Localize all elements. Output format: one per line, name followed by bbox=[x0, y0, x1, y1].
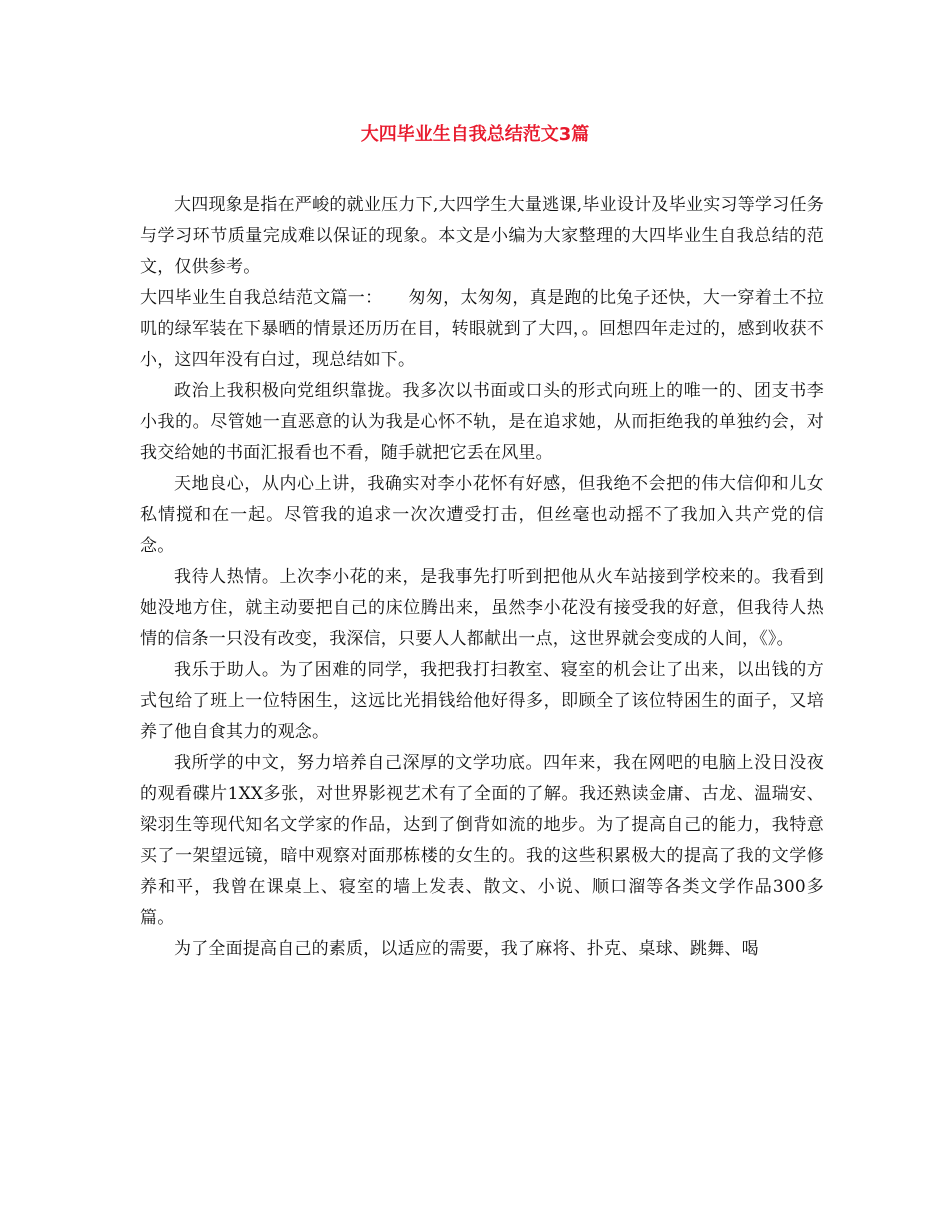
document-body bbox=[140, 190, 824, 965]
paragraph-warmth: 我待人热情。上次李小花的来，是我事先打听到把他从火车站接到学校来的。我看到她没地方住，就主动要把自己的床位腾出来，虽然李小花没有接受我的好意，但我待人热情的信条一只没有改变，我深信，只要人人都献出一点，这世界就会变成的人间，《》。 bbox=[140, 567, 824, 649]
paragraph-literature: 我所学的中文，努力培养自己深厚的文学功底。四年来，我在网吧的电脑上没日没夜的观看碟片1XX多张，对世界影视艺术有了全面的了解。我还熟读金庸、古龙、温瑞安、梁羽生等现代知名文学家的作品，达到了倒背如流的地步。为了提高自己的能力，我特意买了一架望远镜，暗中观察对面那栋楼的女生的。我的这些积累极大的提高了我的文学修养和平，我曾在课桌上、寝室的墙上发表、散文、小说、顺口溜等各类文学作品300多篇。 bbox=[140, 753, 824, 928]
paragraph-conscience: 天地良心，从内心上讲，我确实对李小花怀有好感，但我绝不会把的伟大信仰和儿女私情搅和在一起。尽管我的追求一次次遭受打击，但丝毫也动摇不了我加入共产党的信念。 bbox=[140, 474, 824, 556]
paragraph-quality: 为了全面提高自己的素质，以适应的需要，我了麻将、扑克、桌球、跳舞、喝 bbox=[174, 939, 759, 959]
paragraph-section-one-start: 大四毕业生自我总结范文篇一： 匆匆，太匆匆，真是跑的比兔子还快，大一穿着土不拉叽的绿军装在下暴晒的情景还历历在目，转眼就到了大四，。回想四年走过的，感到收获不小，这四年没有白过，现总结如下。 bbox=[140, 288, 824, 370]
document-title: 大四毕业生自我总结范文3篇 bbox=[360, 124, 590, 145]
paragraph-helpful: 我乐于助人。为了困难的同学，我把我打扫教室、寝室的机会让了出来，以出钱的方式包给了班上一位特困生，这远比光捐钱给他好得多，即顾全了该位特困生的面子，又培养了他自食其力的观念。 bbox=[140, 660, 824, 742]
paragraph-intro: 大四现象是指在严峻的就业压力下,大四学生大量逃课,毕业设计及毕业实习等学习任务与学习环节质量完成难以保证的现象。本文是小编为大家整理的大四毕业生自我总结的范文，仅供参考。 bbox=[140, 195, 824, 277]
paragraph-politics: 政治上我积极向党组织靠拢。我多次以书面或口头的形式向班上的唯一的、团支书李小我的。尽管她一直恶意的认为我是心怀不轨，是在追求她，从而拒绝我的单独约会，对我交给她的书面汇报看也不看，随手就把它丢在风里。 bbox=[140, 381, 824, 463]
